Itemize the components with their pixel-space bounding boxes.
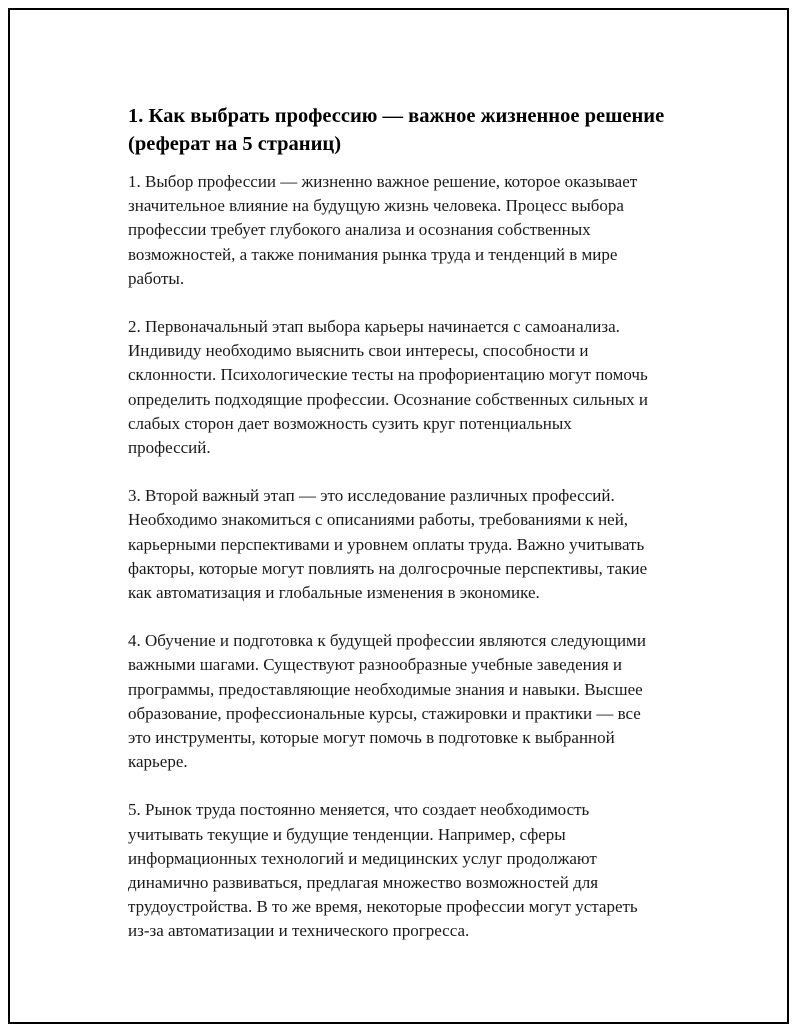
paragraph-line: карьере.	[128, 752, 188, 772]
paragraph-line: Необходимо знакомиться с описаниями работы, требованиями к ней,	[128, 510, 629, 530]
paragraph-line: возможностей, а также понимания рынка труда и тенденций в мире	[128, 244, 618, 264]
document-title-line: (реферат на 5 страниц)	[128, 133, 342, 155]
paragraph-line: склонности. Психологические тесты на профориентацию могут помочь	[128, 365, 648, 385]
paragraph-2	[128, 315, 708, 460]
paragraph-line: важными шагами. Существуют разнообразные учебные заведения и	[128, 655, 622, 675]
paragraph-line: из-за автоматизации и технического прогресса.	[128, 921, 470, 941]
paragraph-line: карьерными перспективами и уровнем оплаты труда. Важно учитывать	[128, 534, 645, 554]
paragraph-line: 2. Первоначальный этап выбора карьеры начинается с самоанализа.	[128, 317, 620, 337]
paragraph-line: учитывать текущие и будущие тенденции. Например, сферы	[128, 824, 566, 844]
paragraph-line: это инструменты, которые могут помочь в подготовке к выбранной	[128, 728, 615, 748]
document-body	[128, 102, 708, 944]
paragraph-line: Индивиду необходимо выяснить свои интересы, способности и	[128, 341, 589, 361]
paragraph-line: динамично развиваться, предлагая множество возможностей для	[128, 873, 599, 893]
paragraph-line: профессий.	[128, 438, 211, 458]
document-title-line: 1. Как выбрать профессию — важное жизненное решение	[128, 105, 665, 127]
paragraph-line: 1. Выбор профессии — жизненно важное решение, которое оказывает	[128, 172, 638, 191]
paragraph-1	[128, 170, 708, 291]
paragraph-5	[128, 798, 708, 943]
paragraph-4	[128, 629, 708, 774]
paragraph-3	[128, 484, 708, 605]
paragraph-line: 3. Второй важный этап — это исследование различных профессий.	[128, 486, 615, 506]
paragraph-line: образование, профессиональные курсы, стажировки и практики — все	[128, 703, 641, 723]
page-frame	[8, 8, 789, 1024]
paragraph-line: значительное влияние на будущую жизнь человека. Процесс выбора	[128, 196, 624, 216]
paragraph-line: трудоустройства. В то же время, некоторые профессии могут устареть	[128, 897, 638, 917]
paragraph-line: программы, предоставляющие необходимые знания и навыки. Высшее	[128, 679, 643, 699]
paragraph-line: 4. Обучение и подготовка к будущей профессии являются следующими	[128, 631, 646, 651]
paragraph-line: определить подходящие профессии. Осознание собственных сильных и	[128, 389, 648, 409]
paragraph-line: слабых сторон дает возможность сузить круг потенциальных	[128, 413, 572, 433]
paragraph-line: факторы, которые могут повлиять на долгосрочные перспективы, такие	[128, 558, 648, 578]
paragraph-line: 5. Рынок труда постоянно меняется, что создает необходимость	[128, 800, 590, 820]
document-title	[128, 102, 708, 158]
paragraph-line: информационных технологий и медицинских услуг продолжают	[128, 848, 597, 868]
paragraph-line: профессии требует глубокого анализа и осознания собственных	[128, 220, 591, 240]
paragraph-line: работы.	[128, 268, 185, 288]
paragraph-line: как автоматизация и глобальные изменения в экономике.	[128, 583, 540, 603]
